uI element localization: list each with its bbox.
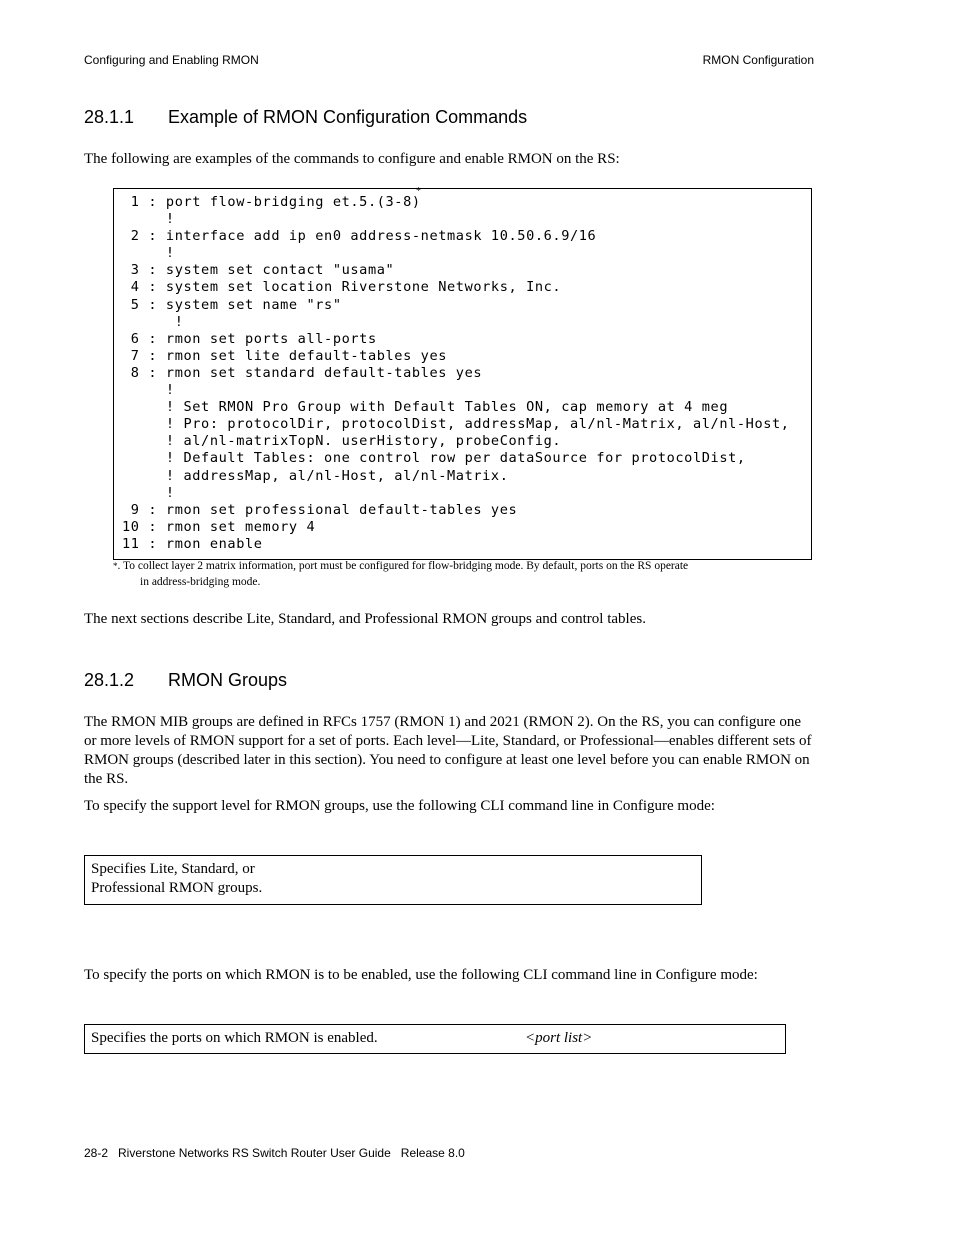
code-line: 11 : rmon enable xyxy=(122,535,263,552)
code-example-box xyxy=(113,188,812,560)
code-line: ! al/nl-matrixTopN. userHistory, probeConfig. xyxy=(122,433,562,450)
footnote-text-line1: . To collect layer 2 matrix information, port must be configured for flow-bridging mode. By default, ports on the RS operate xyxy=(117,560,689,572)
code-line: 2 : interface add ip en0 address-netmask 10.50.6.9/16 xyxy=(122,228,597,245)
code-line: ! Pro: protocolDir, protocolDist, addressMap, al/nl-Matrix, al/nl-Host, xyxy=(122,416,790,433)
section-intro-paragraph: The following are examples of the commands to configure and enable RMON on the RS: xyxy=(84,151,620,167)
code-line: ! xyxy=(122,484,175,501)
running-header-left: Configuring and Enabling RMON xyxy=(84,53,259,67)
footnote xyxy=(113,558,803,590)
code-line: ! Default Tables: one control row per dataSource for protocolDist, xyxy=(122,450,746,467)
code-line: 9 : rmon set professional default-tables yes xyxy=(122,501,518,518)
code-line: 10 : rmon set memory 4 xyxy=(122,518,316,535)
section-number: 28.1.2 xyxy=(84,670,135,690)
code-line: ! xyxy=(122,313,184,330)
code-line: ! Set RMON Pro Group with Default Tables ON, cap memory at 4 meg xyxy=(122,399,729,416)
ports-paragraph: To specify the ports on which RMON is to be enabled, use the following CLI command line in Configure mode: xyxy=(84,967,758,983)
command-description: Specifies the ports on which RMON is enabled. xyxy=(91,1030,378,1046)
section-number: 28.1.1 xyxy=(84,107,135,127)
code-line: 3 : system set contact "usama" xyxy=(122,262,395,279)
code-line: 8 : rmon set standard default-tables yes xyxy=(122,364,483,381)
code-line: 6 : rmon set ports all-ports xyxy=(122,330,377,347)
running-header-right: RMON Configuration xyxy=(702,53,814,67)
section-title: Example of RMON Configuration Commands xyxy=(168,107,528,127)
command-table-support-level xyxy=(84,855,702,905)
command-description-line1: Specifies Lite, Standard, or xyxy=(91,861,255,877)
support-level-paragraph: To specify the support level for RMON groups, use the following CLI command line in Configure mode: xyxy=(84,798,715,814)
section-heading-28-1-2 xyxy=(84,670,287,691)
command-table-ports xyxy=(84,1024,786,1054)
code-line: ! xyxy=(122,382,175,399)
next-sections-paragraph: The next sections describe Lite, Standard, and Professional RMON groups and control tables. xyxy=(84,611,646,627)
command-description-line2: Professional RMON groups. xyxy=(91,880,263,896)
command-description xyxy=(91,860,262,898)
code-line: 5 : system set name "rs" xyxy=(122,296,342,313)
rmon-groups-paragraph: The RMON MIB groups are defined in RFCs 1757 (RMON 1) and 2021 (RMON 2). On the RS, you can configure one or more levels of RMON support for a set of ports. Each level—Lite, Standard, or Professional—enables different sets of RMON groups (described later in this section). You need to configure at least one level before you can enable RMON on the RS. xyxy=(84,714,812,787)
footnote-marker: * xyxy=(416,186,421,197)
code-line: 7 : rmon set lite default-tables yes xyxy=(122,347,448,364)
code-line: 1 : port flow-bridging et.5.(3-8) xyxy=(122,194,421,210)
code-line: ! addressMap, al/nl-Host, al/nl-Matrix. xyxy=(122,467,509,484)
code-line: ! xyxy=(122,211,175,228)
section-title: RMON Groups xyxy=(168,670,288,690)
section-heading-28-1-1 xyxy=(84,107,527,128)
code-line: 4 : system set location Riverstone Networks, Inc. xyxy=(122,279,562,296)
code-line: ! xyxy=(122,245,175,262)
footnote-symbol: * xyxy=(113,561,118,571)
command-argument: <port list> xyxy=(525,1030,593,1046)
code-listing xyxy=(122,194,790,553)
footnote-text-line2: in address-bridging mode. xyxy=(140,576,261,588)
page-footer: 28-2 Riverstone Networks RS Switch Router User Guide Release 8.0 xyxy=(84,1146,465,1160)
